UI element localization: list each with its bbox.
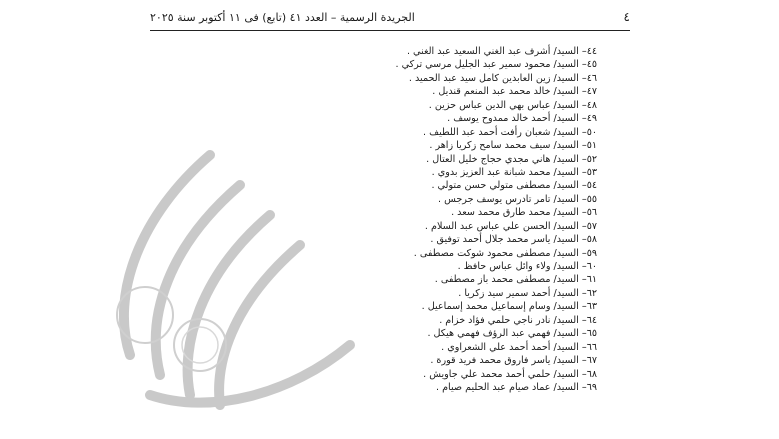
list-item: ٦٠– السيد/ ولاء وائل عباس حافظ . — [457, 261, 597, 272]
gazette-title: الجريدة الرسمية – العدد ٤١ (تابع) فى ١١ أكتوبر سنة ٢٠٢٥ — [150, 10, 415, 24]
list-item: ٦٨– السيد/ حلمي أحمد محمد علي جاويش . — [423, 368, 597, 380]
list-item: ٦٩– السيد/ عماد صيام عبد الحليم صيام . — [436, 381, 597, 393]
list-item: ٦٢– السيد/ أحمد سمير سيد زكريا . — [458, 287, 597, 299]
page-header — [150, 4, 630, 31]
list-item: ٥٣– السيد/ محمد شبانة عبد العزيز بدوي . — [431, 166, 597, 178]
names-list — [317, 45, 597, 394]
list-item: ٤٦– السيد/ زين العابدين كامل سيد عبد الحميد . — [408, 72, 597, 84]
list-item: ٦١– السيد/ مصطفى محمد باز مصطفى . — [434, 274, 597, 286]
list-item: ٤٤– السيد/ أشرف عبد الغني السعيد عبد الغني . — [406, 46, 597, 57]
list-item: ٥٠– السيد/ شعبان رأفت أحمد عبد اللطيف . — [423, 126, 597, 138]
list-item: ٥٩– السيد/ مصطفى محمود شوكت مصطفى . — [413, 247, 597, 259]
list-item: ٦٧– السيد/ ياسر فاروق محمد فريد قورة . — [430, 355, 597, 367]
list-item: ٥١– السيد/ سيف محمد سامح زكريا زاهر . — [429, 140, 597, 152]
list-item: ٥٢– السيد/ هاني مجدي حجاج خليل العتال . — [426, 153, 597, 165]
page-number: ٤ — [623, 10, 630, 24]
list-item: ٦٥– السيد/ فهمي عبد الرؤف فهمي هيكل . — [427, 328, 597, 340]
list-item: ٥٥– السيد/ تامر تادرس يوسف جرجس . — [438, 193, 597, 205]
list-item: ٤٧– السيد/ خالد محمد عبد المنعم قنديل . — [432, 86, 597, 98]
list-item: ٥٨– السيد/ ياسر محمد جلال أحمد توفيق . — [430, 234, 597, 246]
list-item: ٥٤– السيد/ مصطفى متولي حسن متولي . — [431, 180, 597, 192]
list-item: ٥٦– السيد/ محمد طارق محمد سعد . — [451, 207, 597, 219]
list-item: ٤٩– السيد/ أحمد خالد ممدوح يوسف . — [447, 113, 597, 125]
list-item: ٦٤– السيد/ نادر ناجي حلمي فؤاد خزام . — [439, 314, 597, 326]
list-item: ٤٨– السيد/ عباس بهي الدين عباس حزين . — [428, 99, 597, 111]
list-item: ٤٥– السيد/ محمود سمير عبد الجليل مرسي تركي . — [395, 59, 597, 71]
list-item: ٦٦– السيد/ أحمد أحمد علي الشعراوي . — [441, 341, 597, 353]
list-item: ٦٣– السيد/ وسام إسماعيل محمد إسماعيل . — [421, 301, 597, 313]
list-item: ٥٧– السيد/ الحسن علي عباس عبد السلام . — [424, 220, 597, 232]
